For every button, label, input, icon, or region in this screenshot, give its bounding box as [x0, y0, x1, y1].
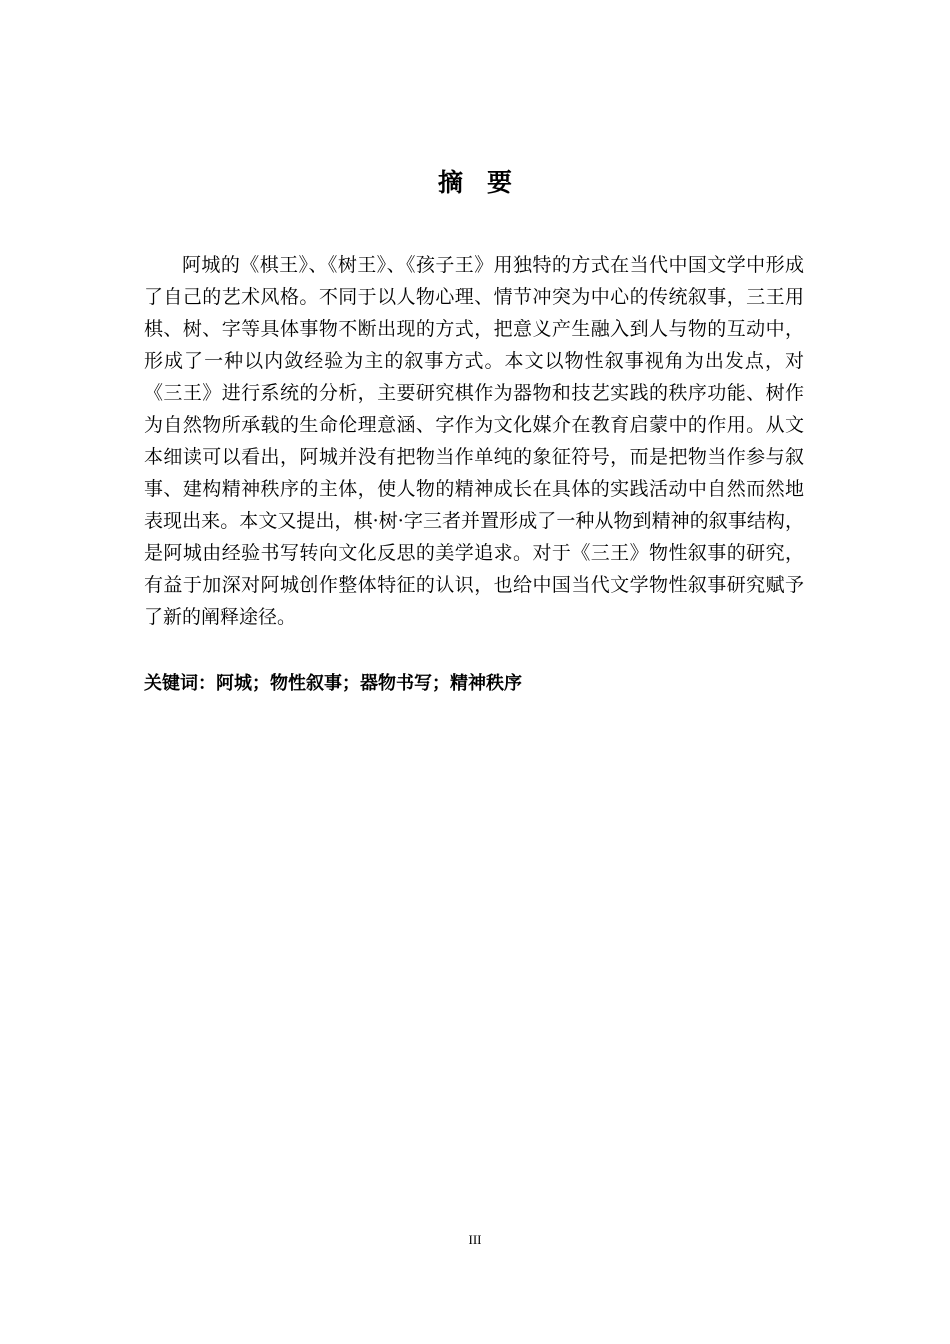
abstract-body: 阿城的《棋王》、《树王》、《孩子王》用独特的方式在当代中国文学中形成了自己的艺术风格。不同于以人物心理、情节冲突为中心的传统叙事，三王用棋、树、字等具体事物不断出现的方式，把意义产生融入到人与物的互动中，形成了一种以内敛经验为主的叙事方式。本文以物性叙事视角为出发点，对《三王》进行系统的分析，主要研究棋作为器物和技艺实践的秩序功能、树作为自然物所承载的生命伦理意涵、字作为文化媒介在教育启蒙中的作用。从文本细读可以看出，阿城并没有把物当作单纯的象征符号，而是把物当作参与叙事、建构精神秩序的主体，使人物的精神成长在具体的实践活动中自然而然地表现出来。本文又提出，棋·树·字三者并置形成了一种从物到精神的叙事结构，是阿城由经验书写转向文化反思的美学追求。对于《三王》物性叙事的研究，有益于加深对阿城创作整体特征的认识，也给中国当代文学物性叙事研究赋予了新的阐释途径。 [144, 254, 804, 628]
keywords-label: 关键词： [144, 673, 216, 694]
keywords-line [144, 668, 804, 700]
abstract-title: 摘要 [437, 168, 536, 197]
page-number: III [468, 1232, 482, 1247]
keywords-list: 阿城；物性叙事；器物书写；精神秩序 [216, 673, 522, 694]
